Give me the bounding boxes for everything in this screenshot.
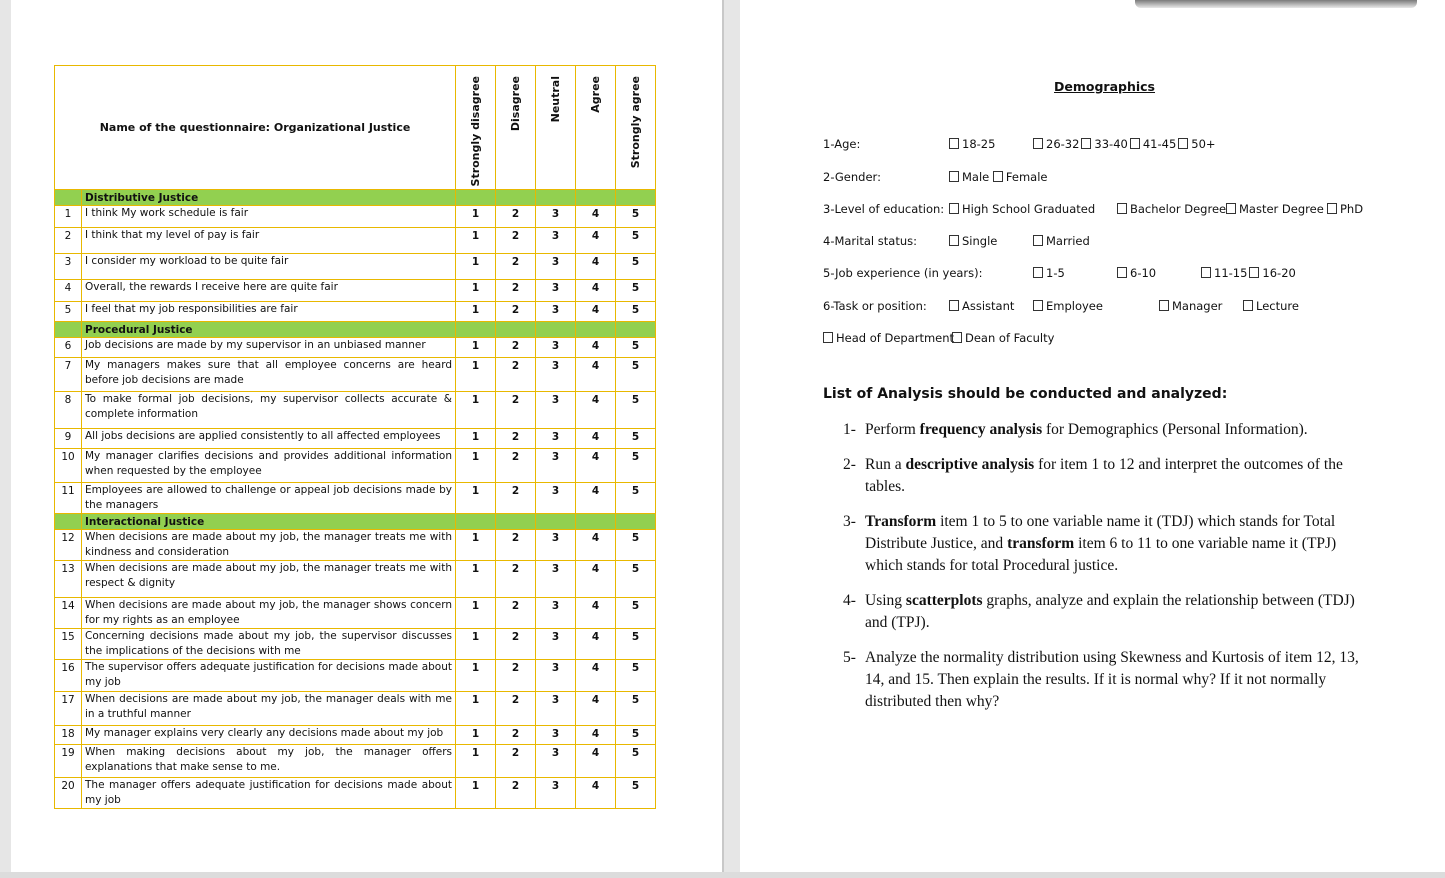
question-row [55,530,656,561]
scale-header: Disagree [508,76,522,132]
scale-option[interactable]: 3 [536,392,576,429]
question-row [55,280,656,302]
question-row [55,449,656,483]
scale-header: Strongly agree [628,76,642,169]
item-number: 2 [55,228,82,254]
scale-option[interactable]: 3 [536,449,576,483]
question-row [55,726,656,745]
scale-option[interactable]: 3 [536,429,576,449]
item-text: Overall, the rewards I receive here are quite fair [82,280,456,302]
scale-option[interactable]: 2 [496,726,536,745]
scale-option[interactable]: 5 [616,429,656,449]
task-option[interactable]: Employee [1033,299,1103,313]
checkbox-icon [952,332,962,343]
experience-option[interactable]: 1-5 [1033,266,1065,280]
scale-option[interactable]: 2 [496,302,536,322]
question-row [55,358,656,392]
item-number: 14 [55,598,82,629]
scale-option[interactable]: 5 [616,392,656,429]
checkbox-icon [1130,138,1140,149]
checkbox-icon [1226,203,1236,214]
scale-option[interactable]: 3 [536,692,576,726]
item-text: My managers makes sure that all employee concerns are heard before job decisions are made [82,358,456,392]
experience-label: 5-Job experience (in years): [823,266,983,280]
task-option[interactable]: Manager [1159,299,1222,313]
scale-option[interactable]: 4 [576,561,616,598]
scale-option[interactable]: 2 [496,483,536,514]
scale-option[interactable]: 1 [456,302,496,322]
scale-option[interactable]: 5 [616,726,656,745]
item-number: 5 [55,302,82,322]
scale-option[interactable]: 3 [536,206,576,228]
analysis-task-2: 2- Run a descriptive analysis for item 1 to 12 and interpret the outcomes of the tables. [843,456,1343,495]
scale-option[interactable]: 5 [616,778,656,809]
item-number: 13 [55,561,82,598]
scale-option[interactable]: 1 [456,338,496,358]
scale-option[interactable]: 4 [576,338,616,358]
question-row [55,692,656,726]
scale-option[interactable]: 2 [496,692,536,726]
scale-option[interactable]: 2 [496,254,536,280]
marital-option[interactable]: Married [1033,234,1090,248]
scale-option[interactable]: 5 [616,745,656,778]
education-option[interactable]: High School Graduated [949,202,1095,216]
questionnaire-table [54,65,656,809]
scale-option[interactable]: 2 [496,745,536,778]
scale-option[interactable]: 4 [576,392,616,429]
scale-option[interactable]: 3 [536,358,576,392]
marital-option[interactable]: Single [949,234,997,248]
scale-header: Strongly disagree [468,76,482,187]
analysis-task-3: 3- Transform item 1 to 5 to one variable name it (TDJ) which stands for Total Distribute Justice, and transform item 6 to 11 to one variable name it (TPJ) which stands for total Procedural justice. [843,513,1337,574]
scale-option[interactable]: 3 [536,660,576,692]
scale-option[interactable]: 5 [616,302,656,322]
scale-option[interactable]: 2 [496,392,536,429]
scale-option[interactable]: 1 [456,692,496,726]
scale-option[interactable]: 4 [576,429,616,449]
analysis-task-1: 1- Perform frequency analysis for Demographics (Personal Information). [843,421,1308,438]
checkbox-icon [1033,235,1043,246]
question-row [55,206,656,228]
scale-option[interactable]: 5 [616,358,656,392]
checkbox-icon [1033,138,1043,149]
checkbox-icon [1243,300,1253,311]
item-text: My manager clarifies decisions and provides additional information when requested by the employee [82,449,456,483]
item-text: All jobs decisions are applied consistently to all affected employees [82,429,456,449]
scale-option[interactable]: 3 [536,778,576,809]
item-number: 12 [55,530,82,561]
page-gutter [722,0,724,878]
scale-option[interactable]: 2 [496,598,536,629]
scale-option[interactable]: 1 [456,629,496,660]
scale-option[interactable]: 3 [536,228,576,254]
scale-option[interactable]: 5 [616,483,656,514]
scale-option[interactable]: 1 [456,778,496,809]
scale-option[interactable]: 5 [616,598,656,629]
section-title: Interactional Justice [82,514,456,530]
scale-option[interactable]: 1 [456,561,496,598]
scale-option[interactable]: 4 [576,745,616,778]
section-title: Procedural Justice [82,322,456,338]
item-text: To make formal job decisions, my supervisor collects accurate & complete information [82,392,456,429]
scale-option[interactable]: 4 [576,778,616,809]
scale-option[interactable]: 3 [536,254,576,280]
scale-option[interactable]: 3 [536,302,576,322]
item-number: 9 [55,429,82,449]
analysis-list-title: List of Analysis should be conducted and analyzed: [823,386,1228,402]
experience-option[interactable]: 6-10 [1117,266,1156,280]
question-row [55,629,656,660]
scale-option[interactable]: 4 [576,358,616,392]
scale-option[interactable]: 4 [576,280,616,302]
age-option[interactable]: 18-25 [949,137,995,151]
scale-option[interactable]: 5 [616,692,656,726]
scale-option[interactable]: 4 [576,726,616,745]
section-header-row [55,190,656,206]
scale-option[interactable]: 4 [576,302,616,322]
question-row [55,228,656,254]
task-option[interactable]: Dean of Faculty [952,331,1054,345]
item-number: 4 [55,280,82,302]
education-option[interactable]: Bachelor Degree [1117,202,1226,216]
scale-option[interactable]: 3 [536,629,576,660]
item-text: Job decisions are made by my supervisor in an unbiased manner [82,338,456,358]
item-number: 10 [55,449,82,483]
scale-option[interactable]: 5 [616,561,656,598]
scale-option[interactable]: 1 [456,726,496,745]
scale-option[interactable]: 4 [576,530,616,561]
checkbox-icon [949,203,959,214]
task-label: 6-Task or position: [823,299,927,313]
experience-options-row[interactable]: 11-15 16-20 [1201,266,1296,280]
scale-option[interactable]: 2 [496,530,536,561]
scale-option[interactable]: 5 [616,449,656,483]
scale-option[interactable]: 3 [536,530,576,561]
scale-option[interactable]: 4 [576,206,616,228]
question-row [55,483,656,514]
task-option[interactable]: Lecture [1243,299,1299,313]
scale-option[interactable]: 2 [496,338,536,358]
scale-option[interactable]: 1 [456,429,496,449]
question-row [55,254,656,280]
item-number: 6 [55,338,82,358]
item-text: Concerning decisions made about my job, the supervisor discusses the implications of the decisions with me [82,629,456,660]
scale-option[interactable]: 1 [456,280,496,302]
item-number: 1 [55,206,82,228]
item-number: 17 [55,692,82,726]
item-text: When decisions are made about my job, the manager deals with me in a truthful manner [82,692,456,726]
item-number: 15 [55,629,82,660]
window-shadow [1135,0,1417,8]
checkbox-icon [949,138,959,149]
scale-option[interactable]: 1 [456,483,496,514]
checkbox-icon [949,235,959,246]
scale-option[interactable]: 3 [536,598,576,629]
scale-option[interactable]: 5 [616,254,656,280]
item-number: 7 [55,358,82,392]
scale-option[interactable]: 2 [496,629,536,660]
section-header-row [55,514,656,530]
scale-option[interactable]: 3 [536,745,576,778]
marital-label: 4-Marital status: [823,234,917,248]
question-row [55,392,656,429]
page-bottom-strip [0,872,1445,878]
checkbox-icon [949,171,959,182]
scale-option[interactable]: 5 [616,338,656,358]
item-number: 20 [55,778,82,809]
checkbox-icon [1081,138,1091,149]
education-option[interactable]: PhD [1327,202,1363,216]
checkbox-icon [993,171,1003,182]
item-text: When decisions are made about my job, the manager treats me with kindness and consideration [82,530,456,561]
scale-option[interactable]: 1 [456,228,496,254]
scale-header: Agree [588,76,602,113]
scale-option[interactable]: 5 [616,660,656,692]
age-options-row[interactable]: 26-32 33-40 41-45 50+ [1033,137,1216,151]
checkbox-icon [1117,267,1127,278]
scale-option[interactable]: 4 [576,228,616,254]
scale-option[interactable]: 4 [576,254,616,280]
scale-option[interactable]: 5 [616,530,656,561]
question-row [55,561,656,598]
item-text: I feel that my job responsibilities are fair [82,302,456,322]
scale-option[interactable]: 3 [536,483,576,514]
gender-label: 2-Gender: [823,170,881,184]
question-row [55,598,656,629]
education-label: 3-Level of education: [823,202,945,216]
scale-option[interactable]: 2 [496,228,536,254]
scale-option[interactable]: 1 [456,449,496,483]
checkbox-icon [1159,300,1169,311]
scale-option[interactable]: 3 [536,561,576,598]
analysis-task-5: 5- Analyze the normality distribution using Skewness and Kurtosis of item 12, 13, 14, and 15. Then explain the results. If it is normal why? If it not normally distributed then why? [843,649,1359,710]
scale-option[interactable]: 4 [576,629,616,660]
item-text: I consider my workload to be quite fair [82,254,456,280]
checkbox-icon [1327,203,1337,214]
scale-option[interactable]: 1 [456,598,496,629]
scale-option[interactable]: 2 [496,358,536,392]
checkbox-icon [823,332,833,343]
checkbox-icon [1033,300,1043,311]
scale-option[interactable]: 2 [496,660,536,692]
checkbox-icon [949,300,959,311]
scale-option[interactable]: 4 [576,449,616,483]
item-text: The supervisor offers adequate justification for decisions made about my job [82,660,456,692]
scale-option[interactable]: 5 [616,280,656,302]
item-number: 18 [55,726,82,745]
questionnaire-title: Name of the questionnaire: Organizational Justice [55,66,456,190]
checkbox-icon [1201,267,1211,278]
scale-option[interactable]: 2 [496,429,536,449]
scale-option[interactable]: 2 [496,561,536,598]
task-option[interactable]: Head of Department [823,331,954,345]
scale-option[interactable]: 3 [536,280,576,302]
checkbox-icon [1033,267,1043,278]
scale-option[interactable]: 5 [616,629,656,660]
scale-option[interactable]: 1 [456,530,496,561]
education-option[interactable]: Master Degree [1226,202,1324,216]
scale-option[interactable]: 4 [576,660,616,692]
scale-option[interactable]: 1 [456,745,496,778]
scale-option[interactable]: 4 [576,598,616,629]
demographics-title: Demographics [1054,79,1155,94]
scale-option[interactable]: 1 [456,660,496,692]
question-row [55,302,656,322]
scale-option[interactable]: 2 [496,280,536,302]
table-header-row [55,66,656,190]
question-row [55,745,656,778]
item-number: 19 [55,745,82,778]
checkbox-icon [1249,267,1259,278]
checkbox-icon [1117,203,1127,214]
question-row [55,338,656,358]
scale-header: Neutral [548,76,562,123]
scale-option[interactable]: 1 [456,206,496,228]
scale-option[interactable]: 2 [496,206,536,228]
item-text: My manager explains very clearly any decisions made about my job [82,726,456,745]
task-option[interactable]: Assistant [949,299,1014,313]
section-header-row [55,322,656,338]
item-text: When decisions are made about my job, the manager treats me with respect & dignity [82,561,456,598]
scale-option[interactable]: 3 [536,338,576,358]
item-text: The manager offers adequate justification for decisions made about my job [82,778,456,809]
item-number: 16 [55,660,82,692]
scale-option[interactable]: 2 [496,778,536,809]
analysis-task-4: 4- Using scatterplots graphs, analyze and explain the relationship between (TDJ) and (TPJ). [843,592,1355,631]
item-text: I think My work schedule is fair [82,206,456,228]
scale-option[interactable]: 1 [456,358,496,392]
item-text: Employees are allowed to challenge or appeal job decisions made by the managers [82,483,456,514]
item-number: 8 [55,392,82,429]
item-number: 11 [55,483,82,514]
question-row [55,660,656,692]
scale-option[interactable]: 5 [616,206,656,228]
item-text: I think that my level of pay is fair [82,228,456,254]
scale-option[interactable]: 4 [576,692,616,726]
section-title: Distributive Justice [82,190,456,206]
question-row [55,778,656,809]
scale-option[interactable]: 5 [616,228,656,254]
item-number: 3 [55,254,82,280]
item-text: When decisions are made about my job, the manager shows concern for my rights as an employee [82,598,456,629]
item-text: When making decisions about my job, the manager offers explanations that make sense to me. [82,745,456,778]
age-label: 1-Age: [823,137,861,151]
checkbox-icon [1178,138,1188,149]
scale-option[interactable]: 1 [456,392,496,429]
scale-option[interactable]: 3 [536,726,576,745]
scale-option[interactable]: 2 [496,449,536,483]
question-row [55,429,656,449]
scale-option[interactable]: 1 [456,254,496,280]
scale-option[interactable]: 4 [576,483,616,514]
gender-options[interactable]: Male Female [949,170,1048,184]
